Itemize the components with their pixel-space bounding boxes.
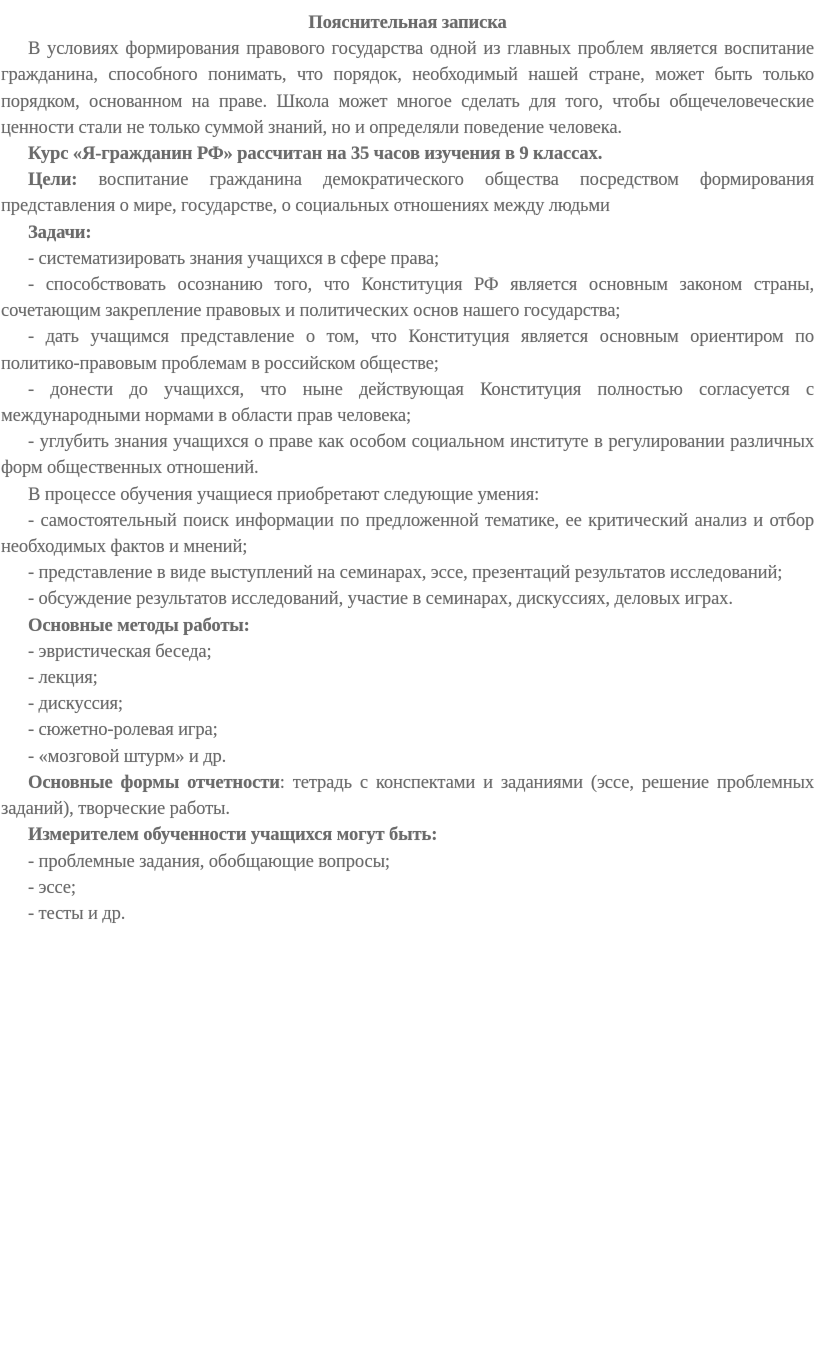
course-text: Курс «Я-гражданин РФ» рассчитан на 35 часов изучения в 9 классах.: [28, 143, 603, 165]
goals-paragraph: [1, 167, 814, 219]
reporting-label: Основные формы отчетности: [28, 771, 280, 793]
task-item: - донести до учащихся, что ныне действующая Конституция полностью согласуется с международными нормами в области прав человека;: [1, 378, 814, 427]
methods-label: Основные методы работы:: [28, 614, 250, 636]
method-item: - сюжетно-ролевая игра;: [28, 719, 218, 741]
skill-item: - представление в виде выступлений на семинарах, эссе, презентаций результатов исследований;: [28, 562, 783, 584]
goals-text: воспитание гражданина демократического общества посредством формирования представления о мире, государстве, о социальных отношениях между людьми: [1, 169, 814, 217]
reporting-paragraph: [1, 770, 814, 822]
task-item: - углубить знания учащихся о праве как особом социальном институте в регулировании различных форм общественных отношений.: [1, 431, 814, 479]
tasks-heading: [1, 220, 814, 246]
task-item: - дать учащимся представление о том, что Конституция является основным ориентиром по политико-правовым проблемам в российском обществе;: [1, 326, 814, 374]
course-paragraph: [1, 141, 814, 167]
task-item: - систематизировать знания учащихся в сфере права;: [28, 247, 440, 269]
measures-heading: [1, 822, 814, 848]
methods-heading: [1, 613, 814, 639]
goals-label: Цели:: [28, 169, 78, 191]
intro-paragraph: В условиях формирования правового государства одной из главных проблем является воспитание гражданина, способного понимать, что порядок, необходимый нашей стране, может быть только порядком, основанном на праве. Школа может многое сделать для того, чтобы общечеловеческие ценности стали не только суммой знаний, но и определяли поведение человека.: [1, 38, 814, 138]
method-item: - дискуссия;: [28, 693, 123, 715]
tasks-label: Задачи:: [28, 221, 92, 243]
skill-item: - самостоятельный поиск информации по предложенной тематике, ее критический анализ и отбор необходимых фактов и мнений;: [1, 509, 814, 558]
method-item: - «мозговой штурм» и др.: [28, 745, 227, 767]
document-title: Пояснительная записка: [308, 12, 507, 33]
skills-intro: В процессе обучения учащиеся приобретают следующие умения:: [28, 483, 540, 505]
measure-item: - проблемные задания, обобщающие вопросы;: [28, 850, 390, 872]
method-item: - лекция;: [28, 667, 98, 689]
reporting-text: : тетрадь с конспектами и заданиями (эссе, решение проблемных заданий), творческие работы.: [1, 771, 814, 820]
measure-item: - эссе;: [28, 876, 76, 898]
task-item: - способствовать осознанию того, что Конституция РФ является основным законом страны, сочетающим закрепление правовых и политических основ нашего государства;: [1, 274, 814, 322]
skill-item: - обсуждение результатов исследований, участие в семинарах, дискуссиях, деловых играх.: [28, 588, 733, 610]
measures-label: Измерителем обученности учащихся могут быть:: [28, 824, 438, 846]
method-item: - эвристическая беседа;: [28, 640, 212, 662]
measure-item: - тесты и др.: [28, 902, 126, 924]
document-page: [0, 10, 816, 927]
